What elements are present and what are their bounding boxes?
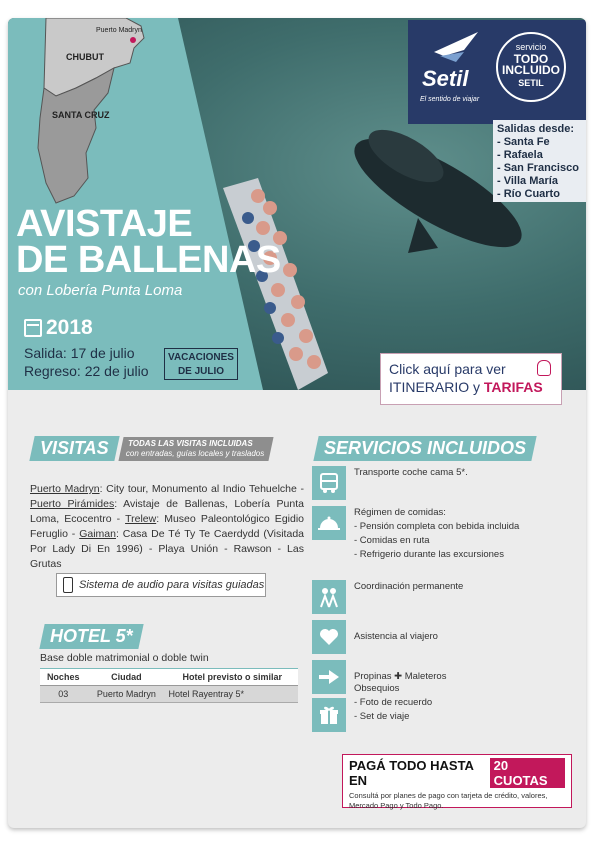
audio-device-icon bbox=[63, 577, 73, 593]
map-label-santa-cruz: SANTA CRUZ bbox=[52, 110, 110, 120]
service-text: - Comidas en ruta bbox=[354, 535, 430, 546]
brand-tagline: El sentido de viajar bbox=[420, 96, 480, 103]
service-item bbox=[312, 580, 572, 614]
service-text: Coordinación permanente bbox=[354, 581, 464, 592]
service-text: - Foto de recuerdo bbox=[354, 697, 433, 708]
heart-icon bbox=[312, 620, 346, 654]
service-item bbox=[312, 682, 572, 732]
title-line-2: DE BALLENAS bbox=[16, 239, 281, 281]
seal-mid: TODO INCLUIDO bbox=[502, 52, 560, 77]
visitas-description bbox=[30, 482, 304, 572]
installments-title-row bbox=[349, 758, 565, 788]
column-header: Noches bbox=[40, 669, 86, 686]
table-row bbox=[40, 686, 298, 703]
installments-fine-print: Consultá por planes de pago con tarjeta de crédito, valores, Mercado Pago y Todo Pago. bbox=[349, 791, 548, 810]
service-text: Obsequios bbox=[354, 683, 400, 694]
servicios-tag-label: SERVICIOS INCLUIDOS bbox=[324, 438, 527, 458]
visitas-tag-label: VISITAS bbox=[40, 438, 109, 458]
people-icon bbox=[312, 580, 346, 614]
visitas-sub2: con entradas, guías locales y traslados bbox=[125, 448, 264, 458]
badge-line-1: VACACIONES bbox=[168, 352, 234, 363]
visitas-text: : Casa De Té Ty Te Caerdydd (Visitada Por Lady Di En 1996) - Playa Unión - Rawson - Las Grutas bbox=[30, 528, 304, 570]
visitas-text: : City tour, Monumento al Indio Tehuelche - bbox=[99, 483, 304, 495]
service-text: Transporte coche cama 5*. bbox=[354, 467, 468, 478]
visitas-subtag bbox=[118, 437, 273, 461]
service-text: Régimen de comidas: bbox=[354, 507, 446, 518]
service-item bbox=[312, 506, 572, 562]
table-cell: Puerto Madryn bbox=[86, 686, 166, 703]
departures-heading: Salidas desde: bbox=[497, 123, 575, 135]
gift-icon bbox=[312, 698, 346, 732]
hotel-table bbox=[40, 668, 298, 703]
vacation-badge bbox=[164, 348, 238, 380]
calendar-icon bbox=[24, 319, 42, 337]
place-trelew: Trelew bbox=[125, 513, 157, 525]
cta-tarifas: TARIFAS bbox=[483, 379, 543, 395]
year: 2018 bbox=[46, 316, 93, 339]
dates bbox=[24, 344, 149, 380]
cta-line-1: Click aquí para ver bbox=[389, 361, 506, 377]
seal-bottom: SETIL bbox=[518, 78, 544, 88]
departure-city: - Rafaela bbox=[497, 149, 543, 161]
installments-box bbox=[342, 754, 572, 808]
cta-itinerario: ITINERARIO y bbox=[389, 379, 481, 395]
service-text: - Pensión completa con bebida incluida bbox=[354, 521, 520, 532]
column-header: Hotel previsto o similar bbox=[166, 669, 298, 686]
hotel-header bbox=[42, 624, 141, 649]
year-row bbox=[24, 316, 93, 340]
map-label-madryn: Puerto Madryn bbox=[96, 27, 142, 34]
subtitle: con Lobería Punta Loma bbox=[18, 282, 183, 299]
brochure-card bbox=[8, 18, 586, 828]
servicios-tag bbox=[313, 436, 536, 461]
installments-title: PAGÁ TODO HASTA EN bbox=[349, 758, 474, 788]
service-item bbox=[312, 466, 572, 500]
hotel-tag-label: HOTEL 5* bbox=[50, 626, 133, 646]
badge-line-2: DE JULIO bbox=[177, 366, 225, 377]
servicios-header bbox=[316, 436, 534, 461]
departures-box bbox=[493, 120, 586, 202]
service-item bbox=[312, 620, 572, 654]
departure-city: - Villa María bbox=[497, 175, 558, 187]
visitas-header bbox=[32, 436, 271, 461]
hand-pointer-icon bbox=[537, 360, 551, 376]
setil-wing-icon bbox=[434, 32, 478, 62]
cta-line-2 bbox=[389, 378, 553, 396]
audio-label: Sistema de audio para visitas guiadas bbox=[79, 579, 265, 591]
service-text: Asistencia al viajero bbox=[354, 631, 438, 642]
bus-icon bbox=[312, 466, 346, 500]
setil-logo: Setil bbox=[422, 66, 469, 91]
map-label-chubut: CHUBUT bbox=[66, 52, 104, 62]
visitas-text: Ecocentro - bbox=[64, 513, 126, 525]
audio-system-box bbox=[56, 573, 266, 597]
departure-city: - Santa Fe bbox=[497, 136, 550, 148]
service-text: - Set de viaje bbox=[354, 711, 410, 722]
place-gaiman: Gaiman bbox=[79, 528, 116, 540]
title-line-1: AVISTAJE bbox=[16, 203, 193, 245]
todo-incluido-seal bbox=[496, 32, 566, 102]
departure-city: - San Francisco bbox=[497, 162, 579, 174]
service-text: Propinas ✚ Maleteros bbox=[354, 671, 447, 682]
seal-top: servicio bbox=[515, 42, 547, 52]
patagonia-map bbox=[26, 18, 166, 218]
service-text: - Refrigerio durante las excursiones bbox=[354, 549, 504, 560]
visitas-sub1: TODAS LAS VISITAS INCLUIDAS bbox=[127, 438, 253, 448]
departure-date: Salida: 17 de julio bbox=[24, 345, 135, 361]
itinerary-button[interactable] bbox=[380, 353, 562, 405]
place-puerto-madryn: Puerto Madryn bbox=[30, 483, 100, 495]
hotel-base: Base doble matrimonial o doble twin bbox=[40, 652, 209, 664]
visitas-text: : Museo Paleontológico Egidio Feruglio - bbox=[30, 513, 304, 540]
hotel-tag bbox=[39, 624, 143, 649]
table-cell: Hotel Rayentray 5* bbox=[166, 686, 298, 703]
table-cell: 03 bbox=[40, 686, 86, 703]
place-puerto-piramides: Puerto Pirámides bbox=[30, 498, 115, 510]
brand-block bbox=[408, 20, 586, 124]
page-title bbox=[16, 203, 281, 281]
column-header: Ciudad bbox=[86, 669, 166, 686]
departure-city: - Río Cuarto bbox=[497, 188, 560, 200]
visitas-tag bbox=[29, 436, 119, 461]
visitas-text: : Avistaje de Ballenas, Lobería Punta Loma, bbox=[30, 498, 304, 525]
puerto-madryn-marker bbox=[130, 37, 136, 43]
installments-highlight: 20 CUOTAS bbox=[490, 758, 565, 788]
return-date: Regreso: 22 de julio bbox=[24, 363, 149, 379]
food-tray-icon bbox=[312, 506, 346, 540]
